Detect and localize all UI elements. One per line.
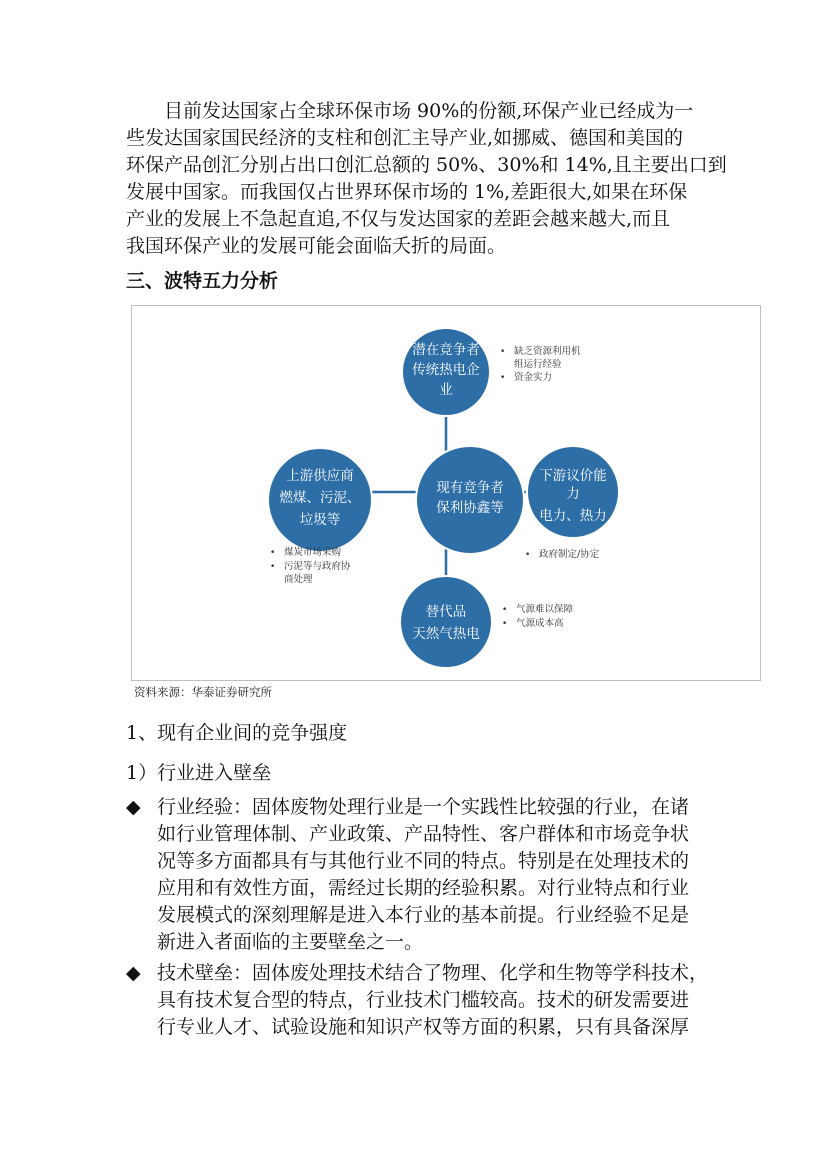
bullet-line: 发展模式的深刻理解是进入本行业的基本前提。行业经验不足是 [157, 904, 690, 926]
note-bullet: • [500, 347, 506, 357]
top-note-1: 缺乏资源利用机 [514, 346, 581, 357]
left-note-2: 污泥等与政府协 [284, 561, 351, 572]
intro-paragraph [126, 98, 727, 260]
note-bullet: • [502, 619, 508, 629]
top-node-line3: 业 [439, 382, 453, 398]
note-bullet: • [500, 373, 506, 383]
top-note-2: 资金实力 [514, 372, 553, 383]
bullet-line: 行专业人才、试验设施和知识产权等方面的积累，只有具备深厚 [157, 1016, 690, 1038]
bottom-note-1: 气源难以保障 [516, 604, 574, 615]
five-forces-diagram [131, 305, 761, 681]
left-node-line3: 垃圾等 [299, 512, 341, 528]
bullet-line: 应用和有效性方面，需经过长期的经验积累。对行业特点和行业 [157, 877, 690, 899]
bullet-line: 新进入者面临的主要壁垒之一。 [157, 931, 424, 953]
center-node-line2: 保利协鑫等 [436, 500, 504, 516]
intro-line: 发展中国家。而我国仅占世界环保市场的 1%,差距很大,如果在环保 [126, 181, 688, 203]
intro-line: 目前发达国家占全球环保市场 90%的份额,环保产业已经成为一 [164, 100, 694, 122]
left-note-1: 煤炭市场采购 [284, 547, 342, 558]
bottom-node-line2: 天然气热电 [412, 626, 480, 642]
intro-line: 些发达国家国民经济的支柱和创汇主导产业,如挪威、德国和美国的 [126, 127, 684, 149]
section-heading: 三、波特五力分析 [126, 270, 279, 292]
bottom-node-circle [400, 576, 492, 668]
right-note-1: 政府制定/协定 [539, 549, 600, 560]
intro-line: 环保产品创汇分别占出口创汇总额的 50%、30%和 14%,且主要出口到 [126, 154, 727, 176]
bullet-line: 技术壁垒：固体废处理技术结合了物理、化学和生物等学科技术， [157, 962, 709, 984]
note-bullet: • [270, 548, 276, 558]
top-note-1b: 组运行经验 [514, 359, 562, 370]
center-node-line1: 现有竞争者 [436, 480, 504, 496]
figure-source: 资料来源：华泰证券研究所 [134, 685, 272, 699]
top-node-line1: 潜在竞争者 [412, 342, 480, 358]
diamond-bullet-icon: ◆ [126, 796, 141, 818]
left-node-line1: 上游供应商 [286, 468, 354, 484]
right-node-line1: 下游议价能 [539, 468, 607, 484]
bullet-body [157, 794, 717, 956]
subsection-subtitle: 1）行业进入壁垒 [126, 762, 272, 784]
right-node-line3: 电力、热力 [539, 508, 607, 524]
note-bullet: • [270, 562, 276, 572]
top-node-line2: 传统热电企 [412, 362, 480, 378]
intro-line: 我国环保产业的发展可能会面临夭折的局面。 [126, 235, 507, 257]
diamond-bullet-icon: ◆ [126, 962, 141, 984]
intro-line: 产业的发展上不急起直追,不仅与发达国家的差距会越来越大,而且 [126, 208, 671, 230]
bullet-line: 具有技术复合型的特点，行业技术门槛较高。技术的研发需要进 [157, 989, 690, 1011]
left-note-2b: 商处理 [284, 574, 313, 585]
bullet-body [157, 960, 717, 1041]
bottom-node-line1: 替代品 [425, 604, 467, 620]
bullet-line: 况等多方面都具有与其他行业不同的特点。特别是在处理技术的 [157, 850, 690, 872]
left-node-line2: 燃煤、污泥、 [279, 490, 361, 506]
right-node-line2: 力 [566, 486, 580, 502]
note-bullet: • [502, 605, 508, 615]
subsection-title: 1、现有企业间的竞争强度 [126, 722, 348, 744]
bullet-line: 行业经验：固体废物处理行业是一个实践性比较强的行业，在诸 [157, 796, 690, 818]
diagram-svg [132, 306, 760, 680]
note-bullet: • [525, 550, 531, 560]
bullet-line: 如行业管理体制、产业政策、产品特性、客户群体和市场竞争状 [157, 823, 690, 845]
bottom-note-2: 气源成本高 [516, 618, 564, 629]
